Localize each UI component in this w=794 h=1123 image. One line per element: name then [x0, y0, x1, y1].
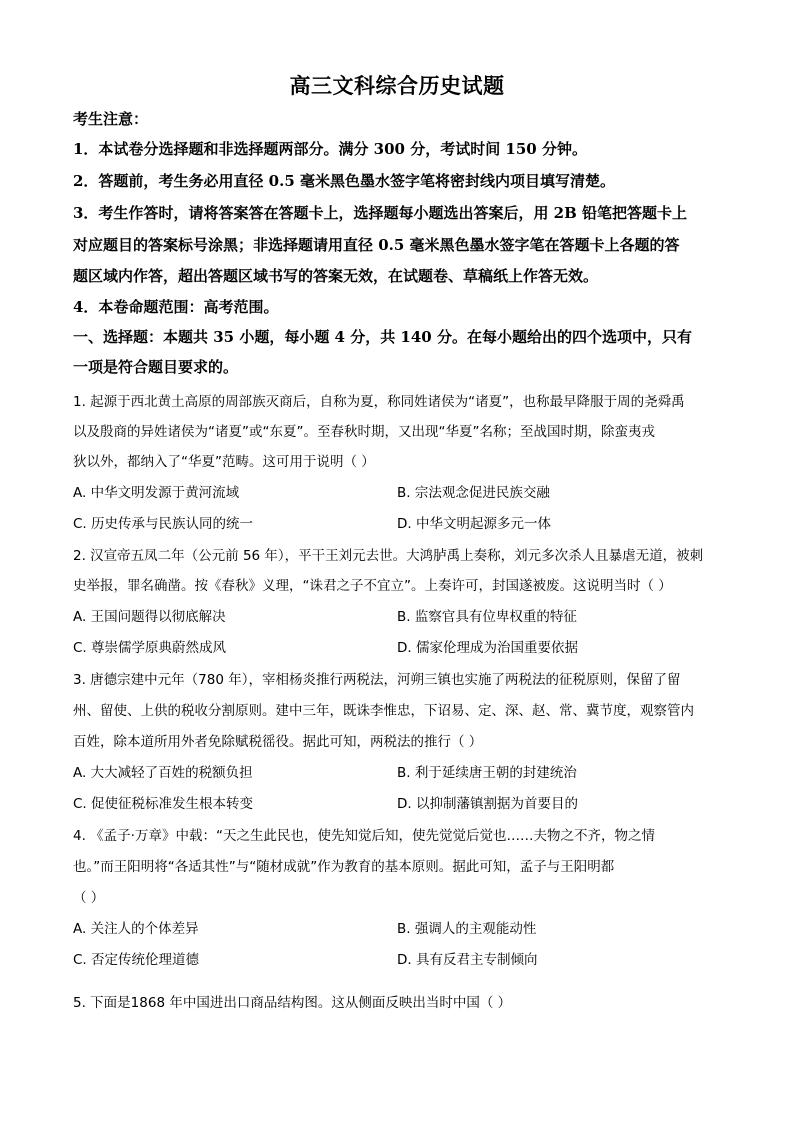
- question-3-option-d: D. 以抑制藩镇割据为首要目的: [397, 796, 578, 812]
- question-2-text: 史举报，罪名确凿。按《春秋》义理，“诛君之子不宜立”。上奏许可，封国遂被废。这说明当时（ ）: [73, 578, 672, 594]
- notice-item: 3．考生作答时，请将答案答在答题卡上，选择题每小题选出答案后，用 2B 铅笔把答题卡上: [73, 204, 688, 222]
- question-4-text: 也。”而王阳明将“各适其性”与“随材成就”作为教育的基本原则。据此可知，孟子与王阳明都: [73, 859, 615, 875]
- notice-item: 4．本卷命题范围：高考范围。: [73, 298, 279, 316]
- question-2-option-b: B. 监察官具有位卑权重的特征: [397, 609, 577, 625]
- question-4-option-a: A. 关注人的个体差异: [73, 921, 199, 937]
- question-1-option-c: C. 历史传承与民族认同的统一: [73, 516, 254, 532]
- question-3-text: 3. 唐德宗建中元年（780 年），宰相杨炎推行两税法，河朔三镇也实施了两税法的征税原则，保留了留: [73, 672, 681, 688]
- question-4-text: （ ）: [73, 890, 105, 906]
- notice-item: 2．答题前，考生务必用直径 0.5 毫米黑色墨水签字笔将密封线内项目填写清楚。: [73, 172, 615, 190]
- notice-item: 对应题目的答案标号涂黑；非选择题请用直径 0.5 毫米黑色墨水签字笔在答题卡上各题的答: [73, 236, 680, 254]
- notice-heading: 考生注意：: [73, 110, 149, 128]
- notice-item: 题区域内作答，超出答题区域书写的答案无效，在试题卷、草稿纸上作答无效。: [73, 267, 599, 285]
- question-3-text: 百姓，除本道所用外者免除赋税徭役。据此可知，两税法的推行（ ）: [73, 734, 483, 750]
- question-1-text: 1. 起源于西北黄土高原的周部族灭商后，自称为夏，称同姓诸侯为“诸夏”，也称最早降服于周的尧舜禹: [73, 394, 685, 410]
- question-1-option-b: B. 宗法观念促进民族交融: [397, 485, 550, 501]
- question-4-option-c: C. 否定传统伦理道德: [73, 952, 200, 968]
- question-1-text: 狄以外，都纳入了“华夏”范畴。这可用于说明（ ）: [73, 454, 375, 470]
- question-2-option-a: A. 王国问题得以彻底解决: [73, 609, 226, 625]
- question-3-text: 州、留使、上供的税收分割原则。建中三年，既诛李惟忠，下诏易、定、深、赵、常、冀节度，观察管内: [73, 703, 694, 719]
- question-5-text: 5. 下面是1868 年中国进出口商品结构图。这从侧面反映出当时中国（ ）: [73, 995, 512, 1011]
- question-4-text: 4. 《孟子·万章》中载：“天之生此民也，使先知觉后知，使先觉觉后觉也……夫物之不齐，物之情: [73, 828, 655, 844]
- question-2-option-d: D. 儒家伦理成为治国重要依据: [397, 640, 578, 656]
- question-3-option-b: B. 利于延续唐王朝的封建统治: [397, 765, 577, 781]
- question-4-option-d: D. 具有反君主专制倾向: [397, 952, 538, 968]
- question-3-option-c: C. 促使征税标准发生根本转变: [73, 796, 254, 812]
- question-2-text: 2. 汉宣帝五凤二年（公元前 56 年），平干王刘元去世。大鸿胪禹上奏称，刘元多次杀人且暴虐无道，被刺: [73, 548, 704, 564]
- question-4-option-b: B. 强调人的主观能动性: [397, 921, 537, 937]
- question-1-text: 以及殷商的异姓诸侯为“诸夏”或“东夏”。至春秋时期，又出现“华夏”名称；至战国时期，除蛮夷戎: [73, 424, 655, 440]
- section-heading-cont: 一项是符合题目要求的。: [73, 358, 239, 376]
- question-3-option-a: A. 大大减轻了百姓的税额负担: [73, 765, 253, 781]
- question-2-option-c: C. 尊崇儒学原典蔚然成风: [73, 640, 227, 656]
- page-title: 高三文科综合历史试题: [289, 73, 505, 98]
- notice-item: 1．本试卷分选择题和非选择题两部分。满分 300 分，考试时间 150 分钟。: [73, 140, 587, 158]
- section-heading: 一、选择题：本题共 35 小题，每小题 4 分，共 140 分。在每小题给出的四个选项中，只有: [73, 328, 692, 346]
- question-1-option-d: D. 中华文明起源多元一体: [397, 516, 551, 532]
- question-1-option-a: A. 中华文明发源于黄河流域: [73, 485, 240, 501]
